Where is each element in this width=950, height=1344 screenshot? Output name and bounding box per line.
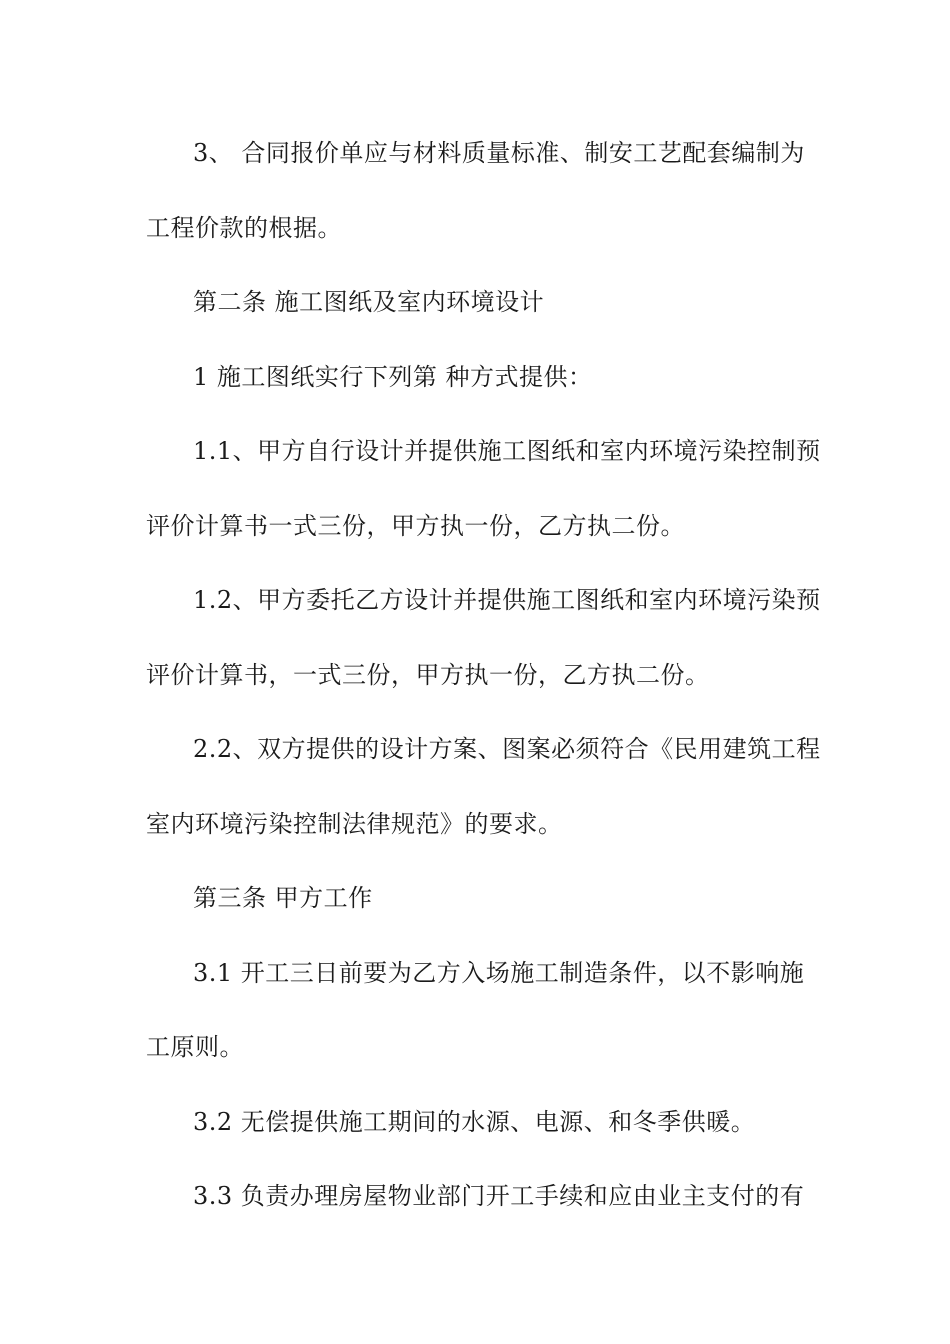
clause-2-2-line-1: 2.2、双方提供的设计方案、图案必须符合《民用建筑工程 [193,735,821,763]
clause-3-2: 3.2 无偿提供施工期间的水源、电源、和冬季供暖。 [193,1108,756,1136]
clause-1-2-line-1: 1.2、甲方委托乙方设计并提供施工图纸和室内环境污染预 [193,586,821,614]
article-3-heading: 第三条 甲方工作 [193,884,373,912]
paragraph-3-line-2: 工程价款的根据。 [146,214,342,242]
clause-3-1-line-1: 3.1 开工三日前要为乙方入场施工制造条件，以不影响施 [193,959,805,987]
clause-1-2-line-2: 评价计算书，一式三份，甲方执一份，乙方执二份。 [146,661,710,689]
article-2-heading: 第二条 施工图纸及室内环境设计 [193,288,545,316]
paragraph-3-line-1: 3、 合同报价单应与材料质量标准、制安工艺配套编制为 [193,139,805,167]
clause-1-1-line-1: 1.1、甲方自行设计并提供施工图纸和室内环境污染控制预 [193,437,821,465]
clause-1-1-line-2: 评价计算书一式三份，甲方执一份，乙方执二份。 [146,512,685,540]
clause-1: 1 施工图纸实行下列第 种方式提供： [193,363,593,391]
clause-3-3-line-1: 3.3 负责办理房屋物业部门开工手续和应由业主支付的有 [193,1182,805,1210]
clause-2-2-line-2: 室内环境污染控制法律规范》的要求。 [146,810,563,838]
clause-3-1-line-2: 工原则。 [146,1033,244,1061]
